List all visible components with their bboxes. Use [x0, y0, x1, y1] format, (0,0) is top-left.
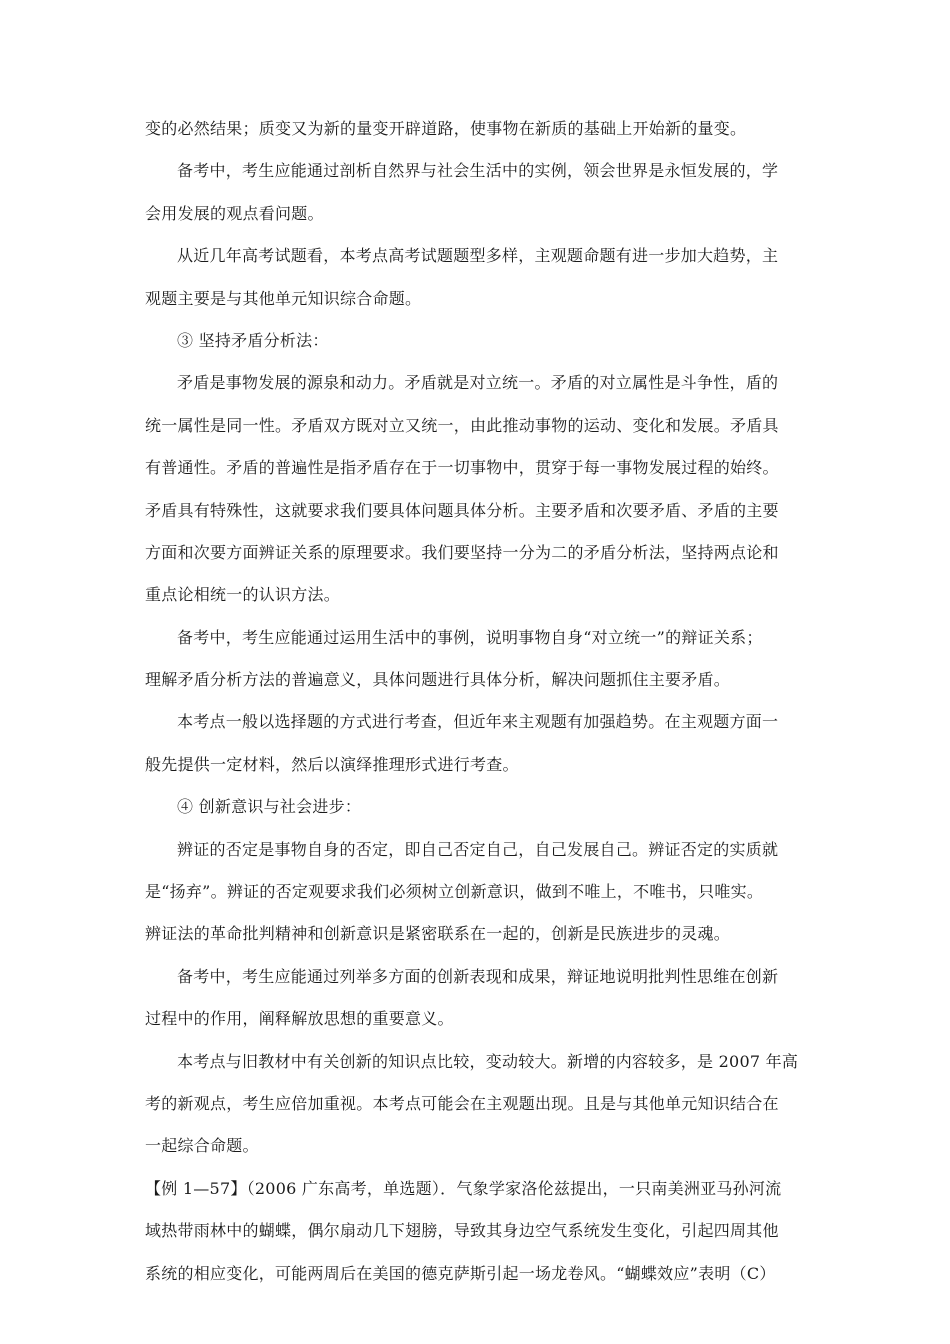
- text-line: 理解矛盾分析方法的普遍意义，具体问题进行具体分析，解决问题抓住主要矛盾。: [145, 670, 731, 690]
- text-line: 过程中的作用，阐释解放思想的重要意义。: [145, 1009, 454, 1029]
- text-line: 系统的相应变化，可能两周后在美国的德克萨斯引起一场龙卷风。“蝴蝶效应”表明（C）: [145, 1263, 776, 1283]
- text-line: 备考中，考生应能通过剖析自然界与社会生活中的实例，领会世界是永恒发展的，学: [177, 161, 779, 181]
- text-line: 矛盾是事物发展的源泉和动力。矛盾就是对立统一。矛盾的对立属性是斗争性，盾的: [177, 373, 779, 393]
- text-line: ④ 创新意识与社会进步：: [177, 797, 362, 817]
- text-line: 辨证法的革命批判精神和创新意识是紧密联系在一起的，创新是民族进步的灵魂。: [145, 924, 731, 944]
- text-line: 辨证的否定是事物自身的否定，即自己否定自己，自己发展自己。辨证否定的实质就: [177, 839, 779, 859]
- text-line: 从近几年高考试题看，本考点高考试题题型多样，主观题命题有进一步加大趋势，主: [177, 246, 779, 266]
- text-line: 会用发展的观点看问题。: [145, 203, 324, 223]
- text-line: 备考中，考生应能通过运用生活中的事例，说明事物自身“对立统一”的辩证关系；: [177, 627, 763, 647]
- text-line: 重点论相统一的认识方法。: [145, 585, 341, 605]
- text-line: 观题主要是与其他单元知识综合命题。: [145, 288, 422, 308]
- text-line: 统一属性是同一性。矛盾双方既对立又统一，由此推动事物的运动、变化和发展。矛盾具: [145, 415, 779, 435]
- document-body: [145, 119, 810, 1284]
- text-line: 方面和次要方面辨证关系的原理要求。我们要坚持一分为二的矛盾分析法，坚持两点论和: [145, 542, 779, 562]
- text-line: 本考点一般以选择题的方式进行考查，但近年来主观题有加强趋势。在主观题方面一: [177, 712, 779, 732]
- text-line: 矛盾具有特殊性，这就要求我们要具体问题具体分析。主要矛盾和次要矛盾、矛盾的主要: [145, 500, 779, 520]
- text-line: ③ 坚持矛盾分析法：: [177, 330, 329, 350]
- text-line: 变的必然结果；质变又为新的量变开辟道路，使事物在新质的基础上开始新的量变。: [145, 119, 747, 138]
- text-line: 有普通性。矛盾的普遍性是指矛盾存在于一切事物中，贯穿于每一事物发展过程的始终。: [145, 458, 779, 478]
- text-line: 般先提供一定材料，然后以演绎推理形式进行考查。: [145, 754, 519, 774]
- text-line: 【例 1—57】（2006 广东高考，单选题）．气象学家洛伦兹提出，一只南美洲亚马孙河流: [145, 1178, 782, 1198]
- text-line: 一起综合命题。: [145, 1136, 259, 1156]
- text-line: 本考点与旧教材中有关创新的知识点比较，变动较大。新增的内容较多，是 2007 年高: [177, 1051, 799, 1071]
- text-line: 备考中，考生应能通过列举多方面的创新表现和成果，辩证地说明批判性思维在创新: [177, 966, 779, 986]
- text-line: 考的新观点，考生应倍加重视。本考点可能会在主观题出现。且是与其他单元知识结合在: [145, 1093, 779, 1113]
- text-line: 是“扬弃”。辨证的否定观要求我们必须树立创新意识，做到不唯上，不唯书，只唯实。: [145, 882, 764, 902]
- text-line: 域热带雨林中的蝴蝶，偶尔扇动几下翅膀，导致其身边空气系统发生变化，引起四周其他: [145, 1221, 779, 1241]
